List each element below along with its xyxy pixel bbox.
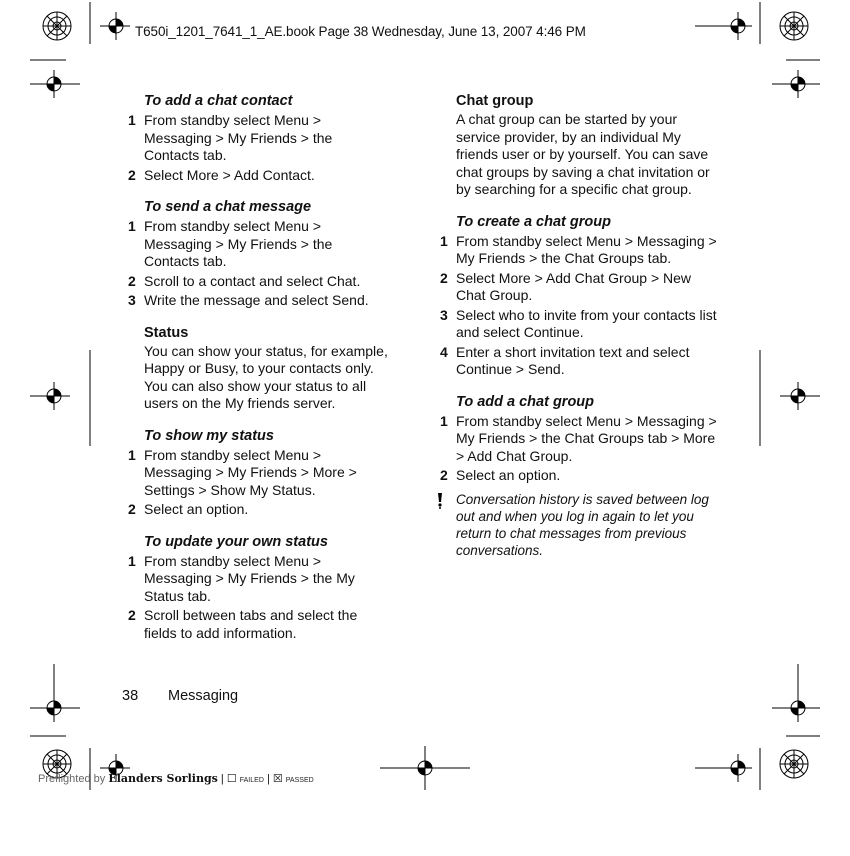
list-item: [122, 218, 390, 271]
step-number: 3: [128, 292, 136, 308]
preflight-prefix: Preflighted by: [38, 773, 106, 785]
heading-show-my-status: To show my status: [144, 427, 274, 444]
step-number: 1: [128, 112, 136, 128]
step-text: Select More > Add Chat Group > New Chat Group.: [456, 269, 692, 303]
note-text: Conversation history is saved between log out and when you log in again to let you return to chat messages from previous conversations.: [456, 491, 709, 558]
step-text: Select More > Add Contact.: [144, 166, 315, 183]
heading-send-chat-message: To send a chat message: [144, 199, 312, 215]
step-number: 2: [440, 269, 448, 286]
step-number: 1: [128, 552, 136, 569]
heading-create-chat-group: To create a chat group: [456, 213, 611, 230]
list-item: [434, 233, 724, 268]
step-text: Write the message and select Send.: [144, 292, 369, 308]
step-number: 1: [128, 218, 136, 234]
step-text: From standby select Menu > Messaging > My Friends > the Chat Groups tab > More > Add Chat Group.: [456, 412, 717, 464]
step-text: From standby select Menu > Messaging > My Friends > the Chat Groups tab.: [456, 232, 717, 266]
preflight-failed: FAILED: [239, 777, 264, 784]
note: [434, 491, 724, 559]
list-item: [122, 273, 390, 291]
list-item: [122, 292, 390, 310]
step-text: Select who to invite from your contacts list and select Continue.: [456, 306, 717, 340]
heading-chat-group: Chat group: [456, 93, 534, 109]
step-number: 2: [128, 166, 136, 183]
list-item: [434, 413, 724, 466]
step-number: 4: [440, 343, 448, 360]
step-number: 1: [440, 232, 448, 249]
step-number: 3: [440, 306, 448, 323]
section-title: Messaging: [168, 688, 239, 704]
list-item: [122, 553, 390, 606]
step-number: 2: [128, 501, 136, 517]
step-text: From standby select Menu > Messaging > My Friends > More > Settings > Show My Status.: [144, 446, 357, 498]
list-item: [434, 307, 724, 342]
list-item: [122, 112, 390, 165]
step-text: Scroll between tabs and select the fields to add information.: [144, 607, 358, 641]
page-number: 38: [122, 688, 139, 704]
status-paragraph: You can show your status, for example, Happy or Busy, to your contacts only. You can also show your status to all users on the My friends server.: [144, 342, 388, 411]
right-column: [434, 92, 724, 559]
note-icon: [435, 493, 445, 509]
step-number: 1: [440, 412, 448, 429]
step-text: Select an option.: [456, 467, 561, 483]
list-item: [122, 607, 390, 642]
step-number: 2: [128, 607, 136, 623]
step-text: From standby select Menu > Messaging > My Friends > the Contacts tab.: [144, 218, 333, 269]
heading-update-own-status: To update your own status: [144, 533, 328, 550]
heading-add-chat-group: To add a chat group: [456, 393, 595, 410]
list-item: [434, 344, 724, 379]
list-item: [434, 270, 724, 305]
preflight-brand: Elanders Sorlings: [108, 772, 218, 785]
chat-group-paragraph: A chat group can be started by your service provider, by an individual My friends user or by yourself. You can save chat groups by saving a chat invitation or by searching for a specific chat group.: [456, 111, 710, 197]
preflight-stamp: Preflighted by Elanders Sorlings | ☐ FAILED | ☒ PASSED: [38, 772, 314, 785]
page-header: T650i_1201_7641_1_AE.book Page 38 Wednesday, June 13, 2007 4:46 PM: [135, 24, 586, 39]
step-number: 2: [440, 467, 448, 483]
list-item: [122, 501, 390, 519]
heading-add-chat-contact: To add a chat contact: [144, 93, 293, 109]
step-text: From standby select Menu > Messaging > My Friends > the My Status tab.: [144, 552, 355, 604]
step-text: Select an option.: [144, 501, 249, 517]
step-number: 2: [128, 272, 136, 289]
list-item: [122, 167, 390, 185]
step-number: 1: [128, 446, 136, 463]
preflight-passed: PASSED: [285, 777, 314, 784]
list-item: [434, 467, 724, 485]
step-text: Scroll to a contact and select Chat.: [144, 272, 361, 289]
step-text: From standby select Menu > Messaging > My Friends > the Contacts tab.: [144, 112, 333, 163]
heading-status: Status: [144, 324, 189, 341]
step-text: Enter a short invitation text and select Continue > Send.: [456, 343, 690, 377]
list-item: [122, 447, 390, 500]
left-column: [122, 92, 390, 644]
